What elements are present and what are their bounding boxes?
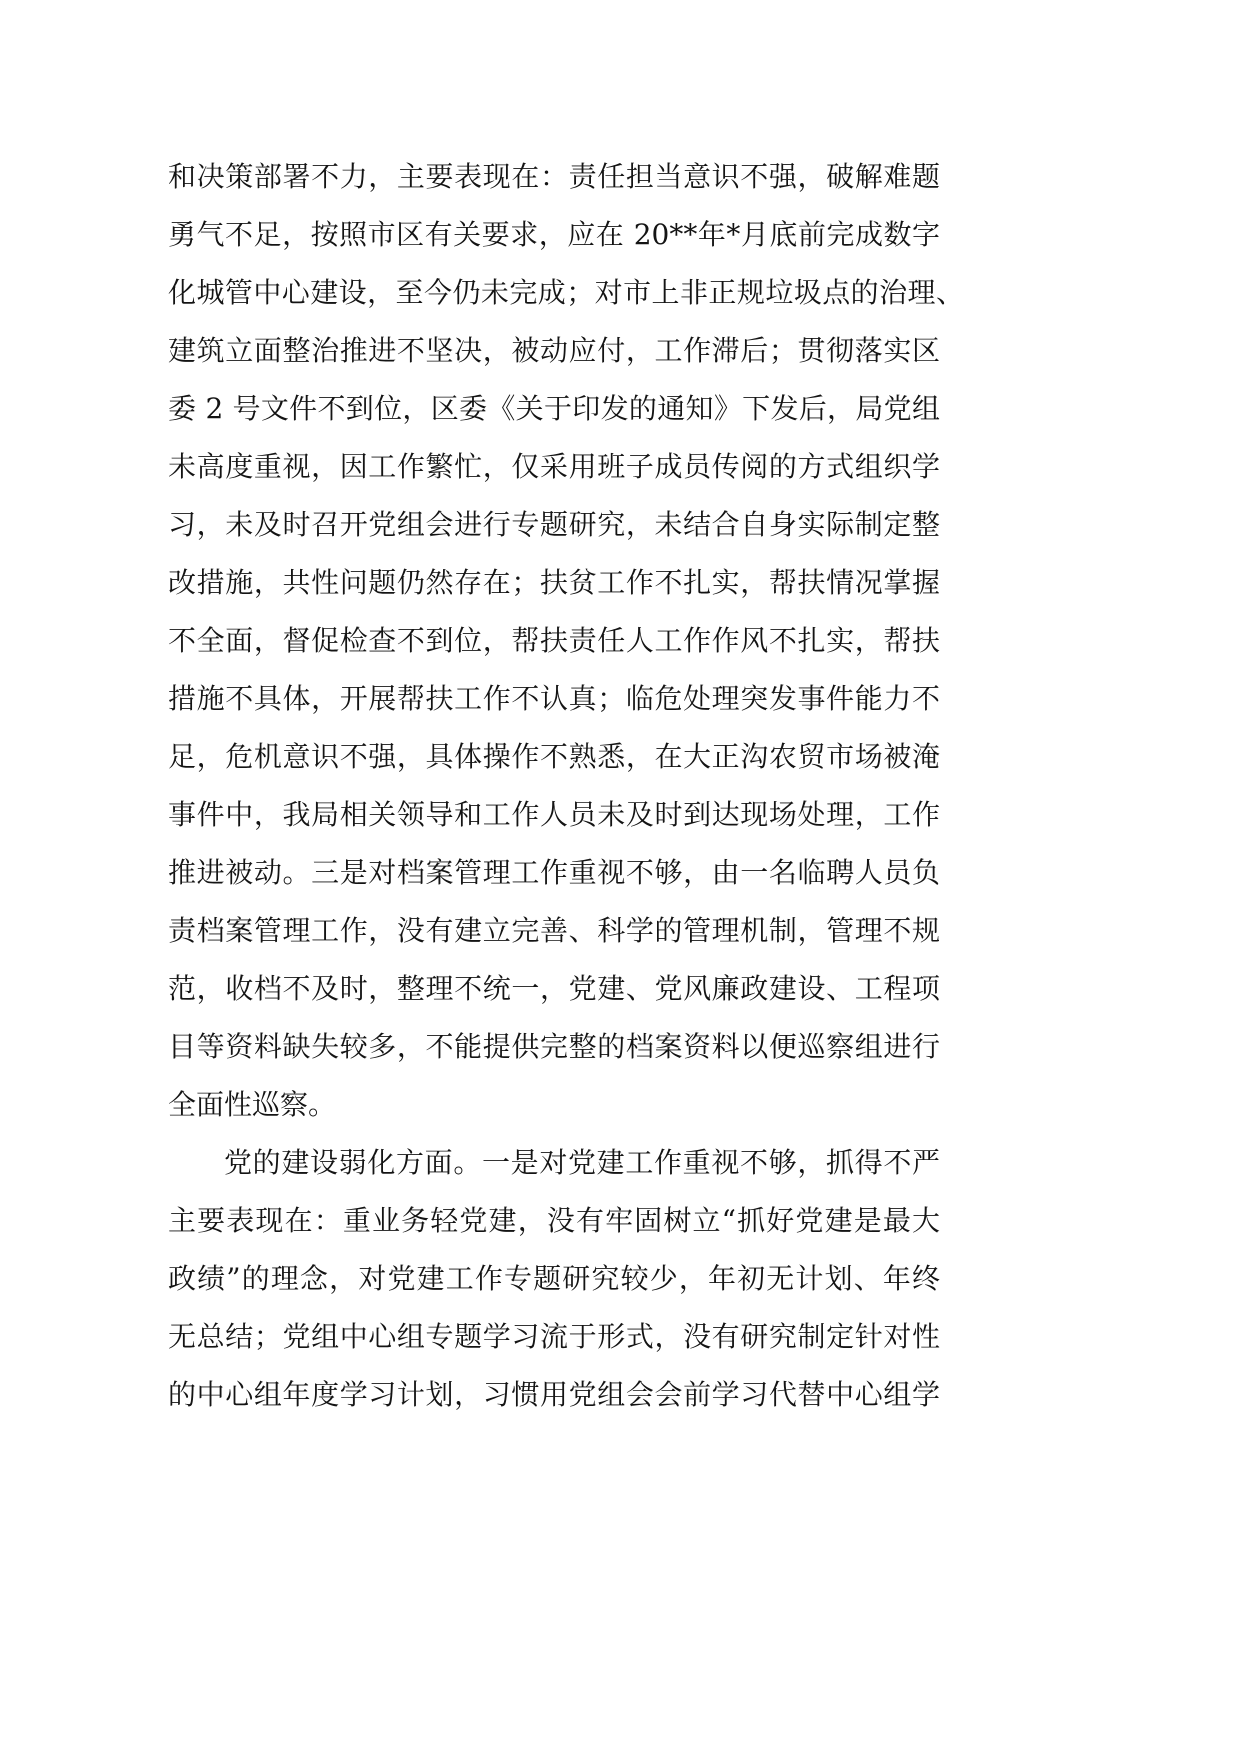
- text-line: 改措施，共性问题仍然存在；扶贫工作不扎实，帮扶情况掌握: [168, 566, 940, 599]
- text-line: 化城管中心建设，至今仍未完成；对市上非正规垃圾点的治理、: [168, 276, 964, 309]
- text-line: 范，收档不及时，整理不统一，党建、党风廉政建设、工程项: [168, 972, 940, 1005]
- text-line: 党的建设弱化方面。一是对党建工作重视不够，抓得不严: [224, 1146, 940, 1179]
- text-line: 习，未及时召开党组会进行专题研究，未结合自身实际制定整: [168, 508, 940, 541]
- text-line: 委 2 号文件不到位，区委《关于印发的通知》下发后，局党组: [168, 392, 940, 425]
- text-line: 的中心组年度学习计划，习惯用党组会会前学习代替中心组学: [168, 1378, 940, 1411]
- text-line: 不全面，督促检查不到位，帮扶责任人工作作风不扎实，帮扶: [168, 624, 940, 657]
- text-line: 无总结；党组中心组专题学习流于形式，没有研究制定针对性: [168, 1320, 940, 1353]
- text-line: 未高度重视，因工作繁忙，仅采用班子成员传阅的方式组织学: [168, 450, 940, 483]
- paragraph: [168, 1134, 940, 1424]
- text-line: 足，危机意识不强，具体操作不熟悉，在大正沟农贸市场被淹: [168, 740, 940, 773]
- text-line: 推进被动。三是对档案管理工作重视不够，由一名临聘人员负: [168, 856, 940, 889]
- text-line: 全面性巡察。: [168, 1088, 337, 1121]
- text-line: 建筑立面整治推进不坚决，被动应付，工作滞后；贯彻落实区: [168, 334, 940, 367]
- text-line: 勇气不足，按照市区有关要求，应在 20**年*月底前完成数字: [168, 218, 940, 251]
- text-line: 责档案管理工作，没有建立完善、科学的管理机制，管理不规: [168, 914, 940, 947]
- text-line: 政绩”的理念，对党建工作专题研究较少，年初无计划、年终: [168, 1262, 940, 1295]
- text-line: 事件中，我局相关领导和工作人员未及时到达现场处理，工作: [168, 798, 940, 831]
- text-line: 措施不具体，开展帮扶工作不认真；临危处理突发事件能力不: [168, 682, 940, 715]
- body-text: [168, 148, 964, 1424]
- paragraph-continued: [168, 148, 964, 1134]
- text-line: 目等资料缺失较多，不能提供完整的档案资料以便巡察组进行: [168, 1030, 940, 1063]
- text-line: 和决策部署不力，主要表现在：责任担当意识不强，破解难题: [168, 160, 940, 193]
- text-line: 主要表现在：重业务轻党建，没有牢固树立“抓好党建是最大: [168, 1204, 940, 1237]
